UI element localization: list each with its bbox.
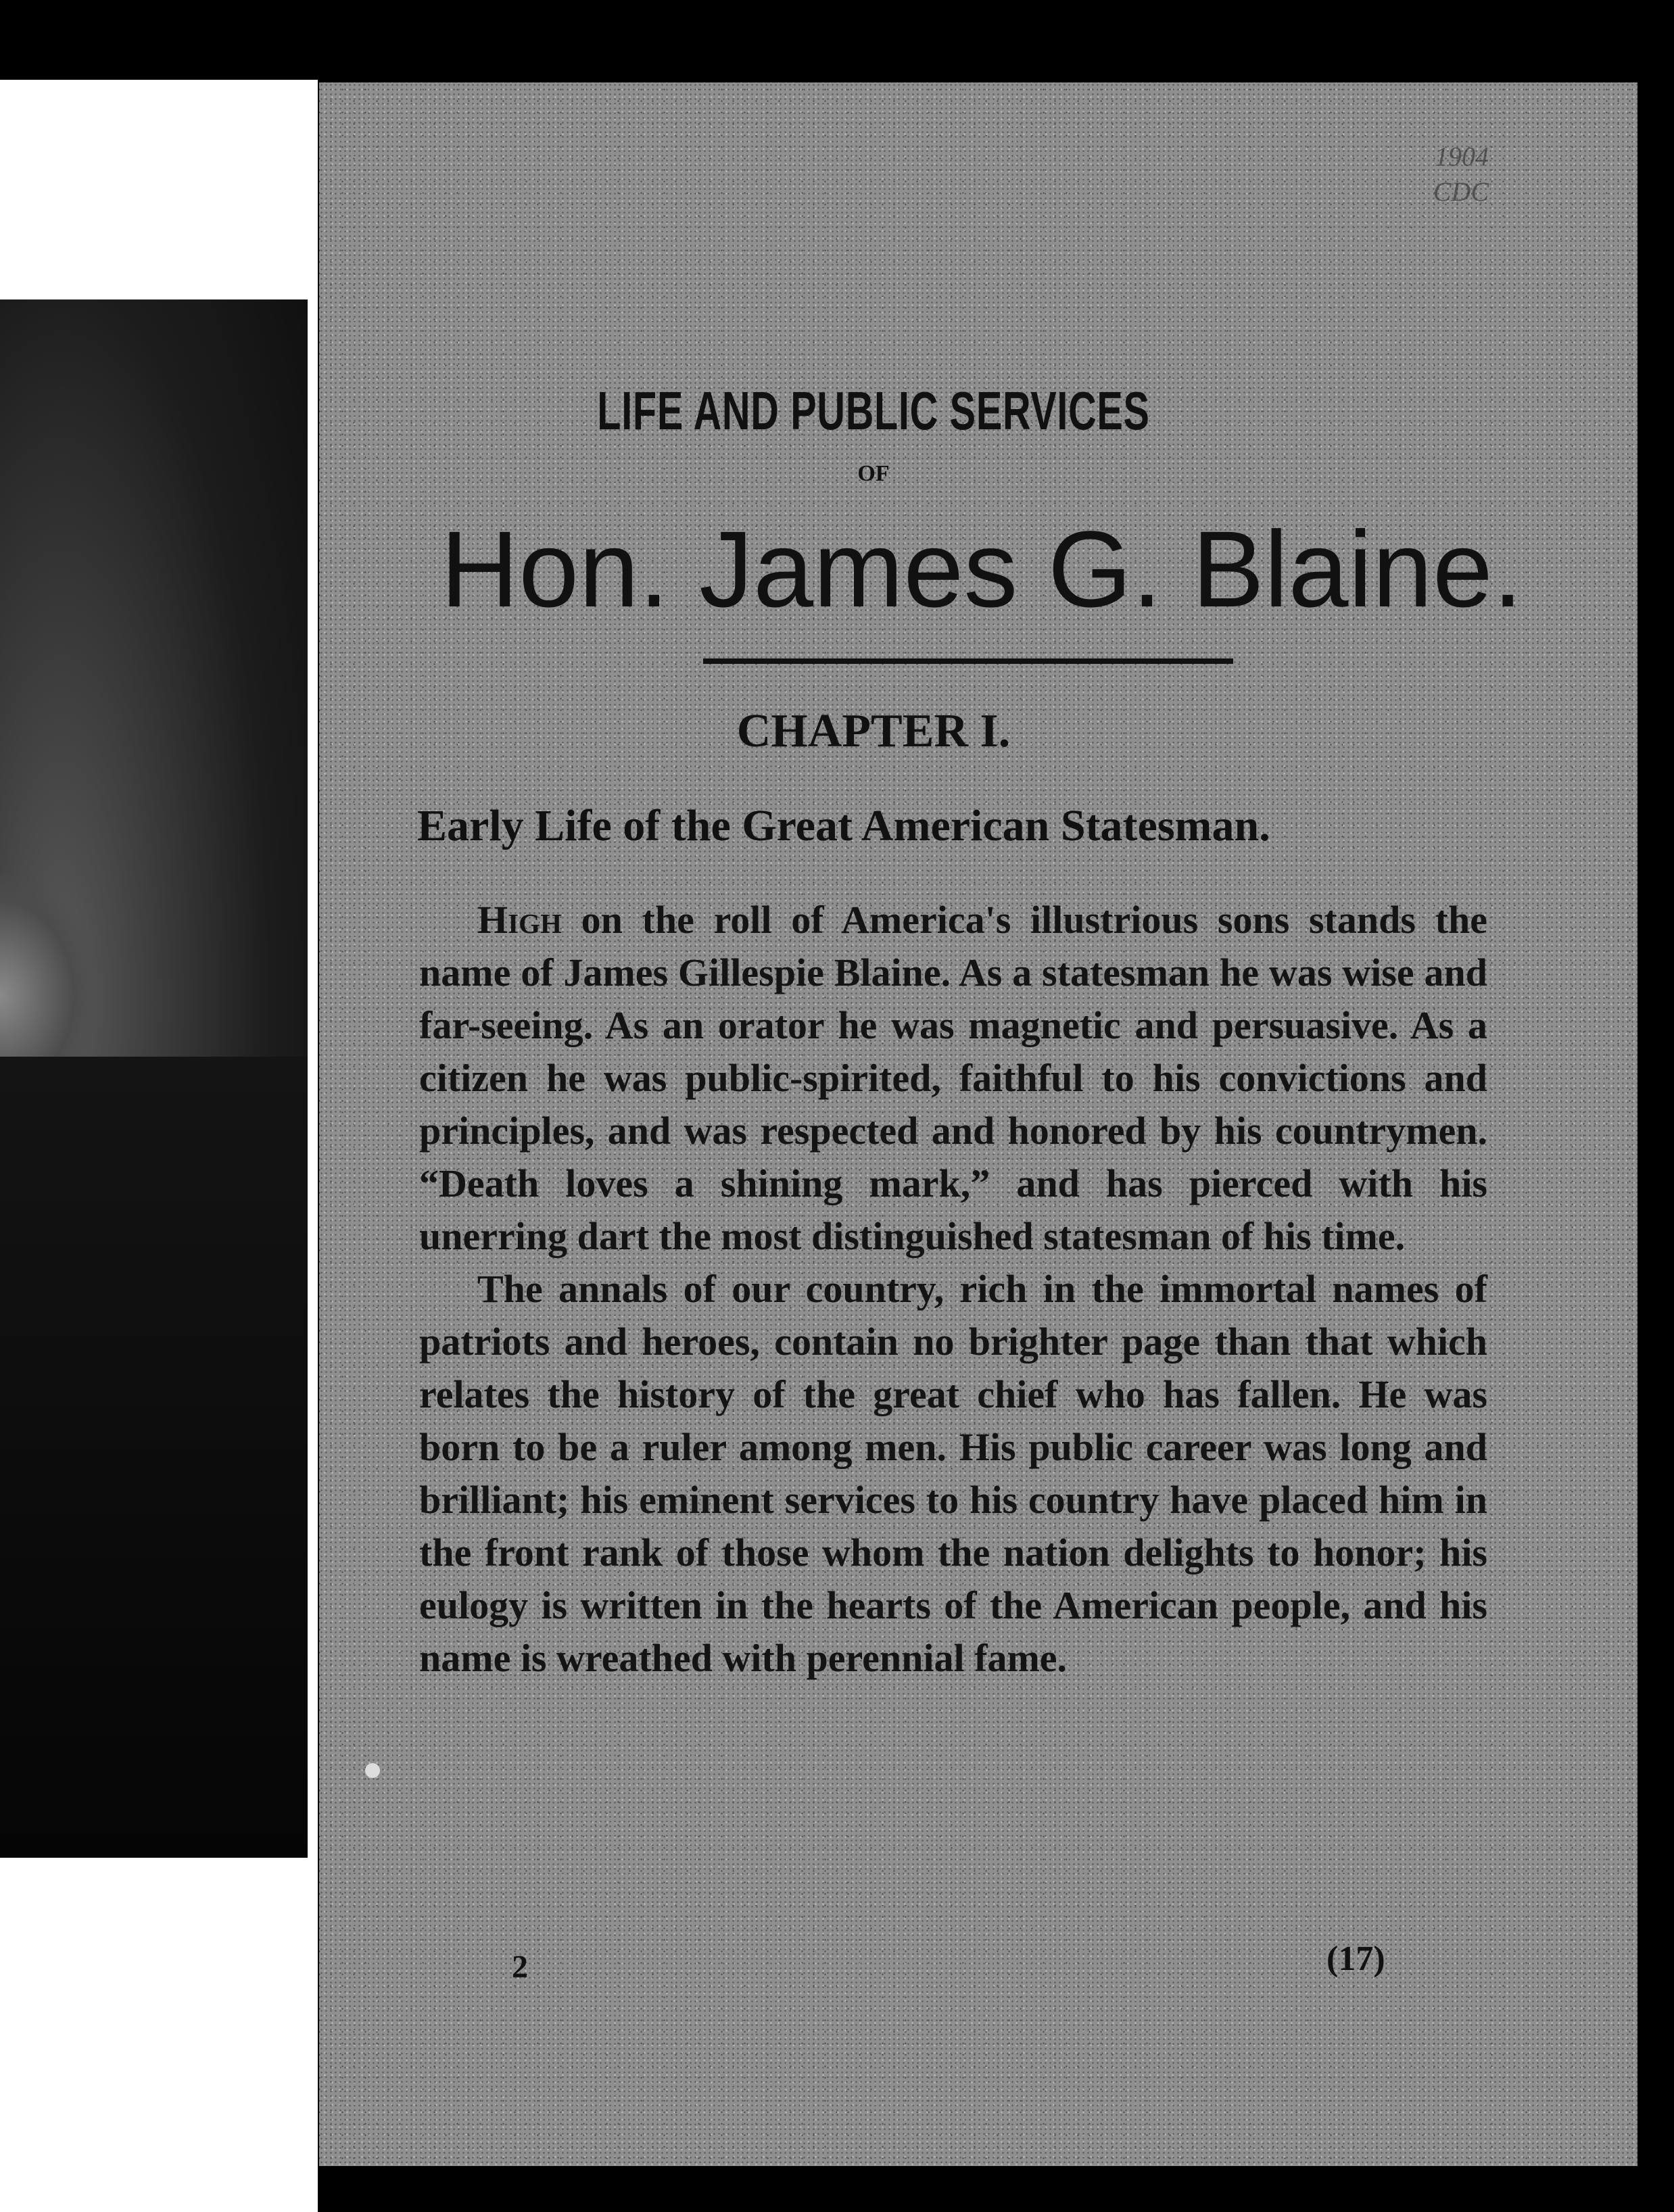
portrait-coat [0,1057,308,1858]
paragraph-1-text: on the roll of America's illustrious sons stands the name of James Gillespie Blaine. As a statesman he was wise and far-seeing. As an orator he was magnetic and persuasive. As a citizen he was public-spirited, faithful to his convictions and principles, and was respected and honored by his countrymen. “Death loves a shining mark,” and has pierced with his unerring dart the most distinguished statesman of his time. [419,898,1487,1258]
subject-name: Hon. James G. Blaine. [440,508,1523,629]
dust-speck [107,256,114,262]
title-line-2: OF [857,461,890,486]
title-line-1: LIFE AND PUBLIC SERVICES [597,381,1150,441]
facing-page [0,80,318,2212]
dust-speck [365,1763,380,1778]
chapter-title: Early Life of the Great American Statesman. [417,801,1270,850]
paragraph-2: The annals of our country, rich in the immortal names of patriots and heroes, contain no brighter page than that which relates the history of the great chief who has fallen. He was born to be a ruler among men. His public career was long and brilliant; his eminent services to his country have placed him in the front rank of those whom the nation delights to honor; his eulogy is written in the hearts of the American people, and his name is wreathed with perennial fame. [419,1267,1487,1680]
paragraph-1-lead: High [477,898,562,942]
body-text [419,894,1487,1685]
portrait-photograph [0,299,308,1858]
page-number: (17) [1326,1940,1385,1978]
chapter-number: CHAPTER I. [736,705,1011,757]
book-page [319,82,1637,2166]
paragraph-1 [419,894,1487,1263]
handwritten-note: 1904 CDC [1433,141,1489,207]
signature-mark: 2 [512,1949,528,1985]
title-rule [703,658,1233,664]
